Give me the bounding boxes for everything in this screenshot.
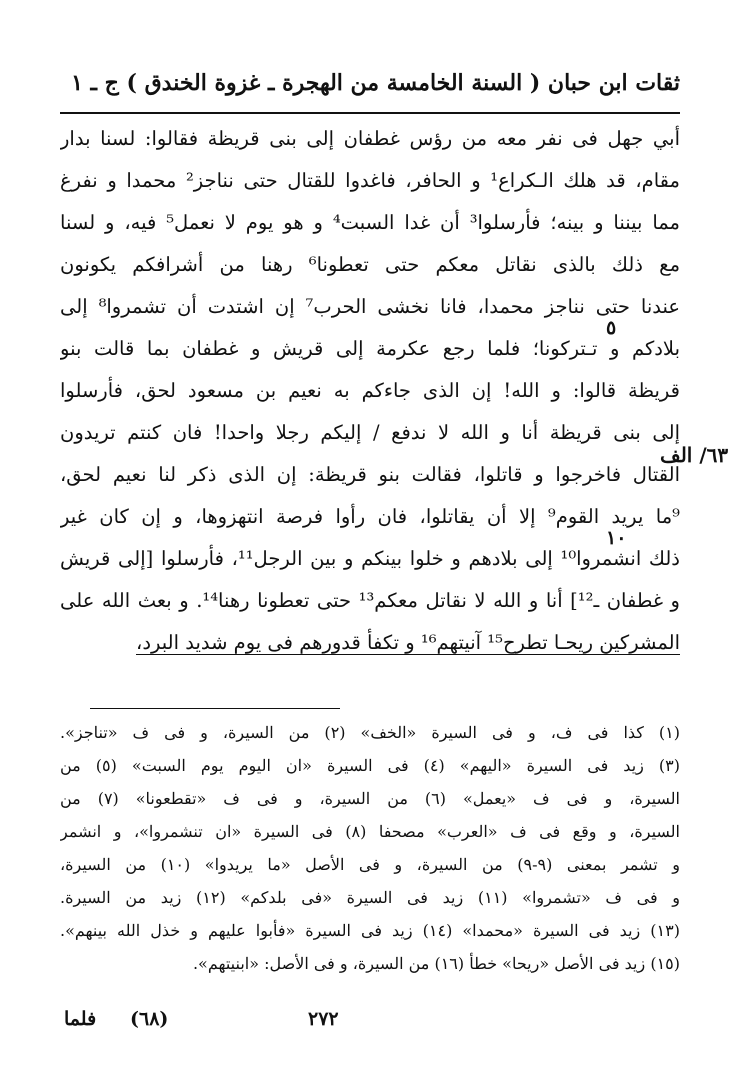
footnote-line-4: السيرة، و وقع فى ف «العرب» مصحفا (٨) فى السيرة «ان تنشمروا»، و انشمر [60, 822, 680, 841]
main-text [60, 118, 680, 708]
line-number-5: ٥ [606, 317, 617, 339]
footnote-rule [90, 708, 340, 709]
text-line-10: ⁹ما يريد القوم⁹ إلا أن يقاتلوا، فان رأوا فرصة انتهزوها، و إن كان غير [60, 505, 680, 528]
footnote-line-3: السيرة، و فى ف «يعمل» (٦) من السيرة، و فى ف «تقطعونا» (٧) من [60, 789, 680, 808]
footnote-line-8: (١٥) زيد فى الأصل «ريحا» خطأ (١٦) من السيرة، و فى الأصل: «ابنيتهم». [192, 954, 680, 973]
line-number-10: ١٠ [606, 527, 627, 549]
running-header [60, 66, 680, 110]
text-line-4: مع ذلك بالذى نقاتل معكم حتى تعطونا⁶ رهنا من أشرافكم يكونون [60, 253, 680, 276]
text-line-5: عندنا حتى نناجز محمدا، فانا نخشى الحرب⁷ إن اشتدت أن تشمروا⁸ إلى [60, 295, 680, 318]
underlined-text: المشركين ريحـا تطرح¹⁵ آنيتهم¹⁶ و تكفأ قدورهم فى يوم شديد البرد، [136, 631, 680, 654]
sheet-number: (٦٨) [130, 1008, 169, 1030]
page-number: ٢٧٢ [308, 1008, 339, 1030]
footnote-line-5: و تشمر بمعنى (٩-٩) من السيرة، و فى الأصل «ما يريدوا» (١٠) من السيرة، [60, 855, 680, 874]
text-line-12: و غطفان ـ¹²] أنا و الله لا نقاتل معكم¹³ حتى تعطونا رهنا¹⁴. و بعث الله على [60, 589, 680, 612]
footnote-line-6: و فى ف «تشمروا» (١١) زيد فى السيرة «فى بلدكم» (١٢) زيد من السيرة. [60, 888, 680, 907]
text-line-2: مقام، قد هلك الـكراع¹ و الحافر، فاغدوا للقتال حتى نناجز² محمدا و نفرغ [60, 169, 680, 192]
header-title: ثقات ابن حبان ( السنة الخامسة من الهجرة ـ غزوة الخندق ) ج ـ ١ [71, 70, 680, 96]
text-line-1: أبي جهل فى نفر معه من رؤس غطفان إلى بنى قريظة فقالوا: لسنا بدار [60, 127, 680, 150]
manuscript-folio-marker: ٦٣/ الف [660, 443, 729, 467]
text-line-7: قريظة قالوا: و الله! إن الذى جاءكم به نعيم بن مسعود لحق، فأرسلوا [60, 379, 680, 402]
text-line-13 [60, 622, 680, 664]
text-line-8: إلى بنى قريظة أنا و الله لا ندفع / إليكم رجلا واحدا! فان كنتم تريدون [60, 421, 680, 444]
catchword: فلما [64, 1008, 97, 1030]
footnote-line-1: (١) كذا فى ف، و فى السيرة «الخف» (٢) من السيرة، و فى ف «تناجز». [60, 723, 680, 742]
footnote-line-2: (٣) زيد فى السيرة «اليهم» (٤) فى السيرة «ان اليوم يوم السبت» (٥) من [60, 756, 680, 775]
text-line-9: القتال فاخرجوا و قاتلوا، فقالت بنو قريظة: إن الذى ذكر لنا نعيم لحق، [60, 463, 680, 486]
footnote-line-7: (١٣) زيد فى السيرة «محمدا» (١٤) زيد فى السيرة «فأبوا عليهم و خذل الله بينهم». [60, 921, 680, 940]
text-line-6: بلادكم و تـتركونا؛ فلما رجع عكرمة إلى قريش و غطفان بما قالت بنو [60, 337, 680, 360]
header-rule [60, 112, 680, 114]
text-line-3: مما بيننا و بينه؛ فأرسلوا³ أن غدا السبت⁴ و هو يوم لا نعمل⁵ فيه، و لسنا [60, 211, 680, 234]
text-line-11: ذلك انشمروا¹⁰ إلى بلادهم و خلوا بينكم و بين الرجل¹¹، فأرسلوا [إلى قريش [60, 547, 680, 570]
